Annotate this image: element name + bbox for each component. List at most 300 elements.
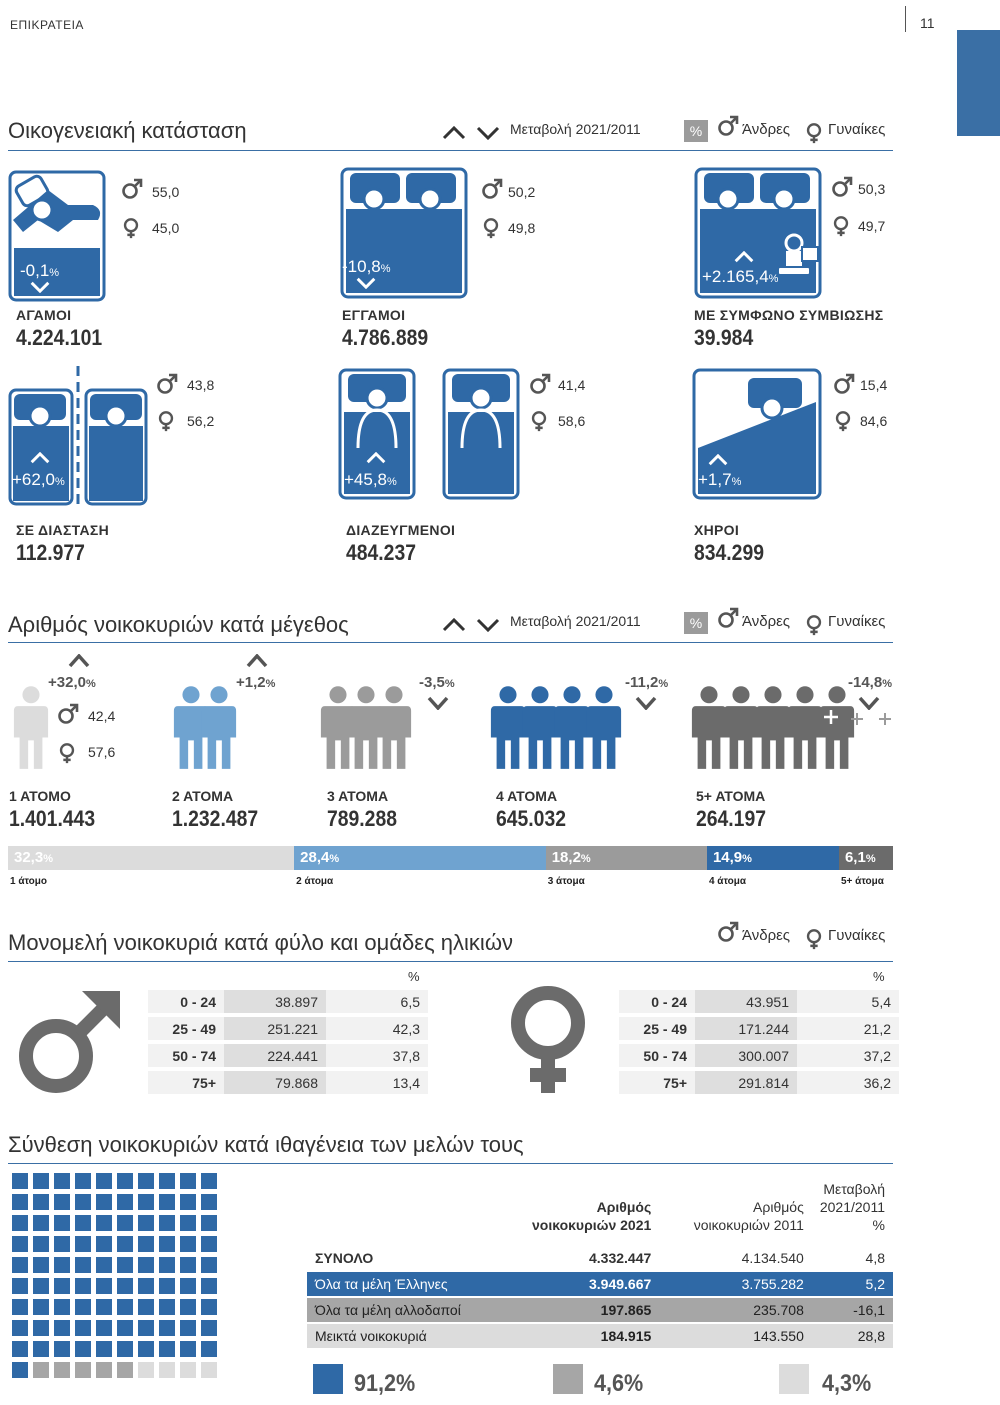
household-3-persons <box>315 650 485 835</box>
arrow-down-icon <box>356 277 376 289</box>
person-icon <box>375 684 413 772</box>
category-value: 4.224.101 <box>16 325 103 350</box>
waffle-square <box>180 1194 196 1210</box>
category-label: ΕΓΓΑΜΟΙ <box>342 307 406 323</box>
waffle-square <box>96 1362 112 1378</box>
category-value: 112.977 <box>16 540 85 565</box>
waffle-square <box>12 1278 28 1294</box>
percent-header: % <box>408 969 420 984</box>
waffle-square <box>138 1257 154 1273</box>
age-group: 75+ <box>148 1071 224 1094</box>
category-label: ΔΙΑΖΕΥΓΜΕΝΟΙ <box>346 522 456 538</box>
waffle-square <box>96 1341 112 1357</box>
chevron-up-icon <box>442 618 466 632</box>
waffle-square <box>180 1320 196 1336</box>
count: 79.868 <box>224 1071 326 1094</box>
waffle-square <box>138 1278 154 1294</box>
row-label: ΣΥΝΟΛΟ <box>307 1246 516 1271</box>
category-value: 4.786.889 <box>342 325 429 350</box>
table-row <box>307 1246 893 1271</box>
share-greek: 91,2% <box>354 1370 416 1397</box>
change-number: -3,5 <box>419 674 445 691</box>
value-2021: 197.865 <box>516 1297 660 1323</box>
table-row <box>307 1271 893 1297</box>
waffle-square <box>54 1362 70 1378</box>
change-number: -14,8 <box>848 674 883 691</box>
section-title-nationality: Σύνθεση νοικοκυριών κατά ιθαγένεια των μελών τους <box>8 1132 524 1157</box>
waffle-square <box>96 1257 112 1273</box>
segment-unit: % <box>580 853 591 865</box>
change-unit: % <box>387 476 397 488</box>
change-number: +62,0 <box>12 470 56 489</box>
table-row <box>619 990 899 1013</box>
change-value <box>20 261 59 281</box>
change-value <box>344 470 397 490</box>
female-share: 49,7 <box>858 218 886 234</box>
waffle-square <box>159 1257 175 1273</box>
col-header-change <box>812 1180 893 1246</box>
section-title-single: Μονομελή νοικοκυριά κατά φύλο και ομάδες ηλικιών <box>8 930 513 955</box>
waffle-square <box>138 1320 154 1336</box>
header-line: Μεταβολή <box>823 1181 885 1197</box>
table-row <box>148 1071 428 1094</box>
waffle-square <box>180 1173 196 1189</box>
chevron-up-icon <box>68 654 90 668</box>
chevron-down-icon <box>476 618 500 632</box>
waffle-square <box>96 1173 112 1189</box>
arrow-up-icon <box>734 251 754 263</box>
person-icon <box>12 684 50 772</box>
waffle-square <box>159 1278 175 1294</box>
change: 4,8 <box>812 1246 893 1271</box>
header-line: 2021/2011 % <box>819 1199 885 1233</box>
waffle-square <box>138 1299 154 1315</box>
waffle-square <box>33 1236 49 1252</box>
female-share: 56,2 <box>187 413 215 429</box>
segment-unit: % <box>329 853 340 865</box>
change-unit: % <box>768 273 779 285</box>
household-value: 1.232.487 <box>172 806 259 831</box>
table-row <box>619 1044 899 1067</box>
chevron-down-icon <box>635 696 657 710</box>
category-label: ΧΗΡΟΙ <box>694 522 740 538</box>
legend-women-label: Γυναίκες <box>828 613 886 630</box>
count: 291.814 <box>695 1071 797 1094</box>
waffle-square <box>33 1215 49 1231</box>
legend-women-label: Γυναίκες <box>828 121 886 138</box>
change: 5,2 <box>812 1271 893 1297</box>
value-2011: 4.134.540 <box>659 1246 812 1271</box>
table-header-row <box>307 1180 893 1246</box>
value-2021: 4.332.447 <box>516 1246 660 1271</box>
female-icon <box>480 215 502 241</box>
waffle-square <box>201 1362 217 1378</box>
chevron-down-icon <box>427 696 449 710</box>
age-group: 75+ <box>619 1071 695 1094</box>
waffle-square <box>180 1299 196 1315</box>
waffle-square <box>159 1215 175 1231</box>
waffle-square <box>54 1341 70 1357</box>
male-icon <box>832 372 856 396</box>
legend-men-label: Άνδρες <box>742 613 791 630</box>
legend-percent-badge: % <box>684 612 708 634</box>
chevron-up-icon <box>246 654 268 668</box>
nationality-table <box>307 1180 893 1350</box>
chevron-down-icon <box>858 696 880 710</box>
segment-unit: % <box>43 853 53 865</box>
waffle-square <box>96 1236 112 1252</box>
table-row <box>148 990 428 1013</box>
waffle-square <box>159 1320 175 1336</box>
waffle-square <box>117 1320 133 1336</box>
change-unit: % <box>265 678 276 690</box>
household-label: 5+ ΑΤΟΜΑ <box>696 788 766 804</box>
female-share: 57,6 <box>88 744 116 760</box>
waffle-square <box>75 1215 91 1231</box>
waffle-square <box>117 1257 133 1273</box>
category-label: ΑΓΑΜΟΙ <box>16 307 72 323</box>
male-icon <box>56 702 80 726</box>
waffle-square <box>117 1341 133 1357</box>
male-icon <box>120 177 144 201</box>
value-2021: 184.915 <box>516 1323 660 1349</box>
percent: 37,2 <box>797 1044 899 1067</box>
waffle-square <box>138 1215 154 1231</box>
waffle-square <box>117 1362 133 1378</box>
waffle-square <box>117 1215 133 1231</box>
marital-item-partnership <box>680 165 910 355</box>
waffle-square <box>33 1299 49 1315</box>
female-share: 58,6 <box>558 413 586 429</box>
female-icon <box>803 926 825 952</box>
waffle-square <box>201 1257 217 1273</box>
segment-unit: % <box>742 853 752 865</box>
marital-item-married <box>330 165 670 355</box>
waffle-square <box>96 1278 112 1294</box>
waffle-square <box>75 1362 91 1378</box>
waffle-square <box>159 1173 175 1189</box>
value-2021: 3.949.667 <box>516 1271 660 1297</box>
change-number: +45,8 <box>344 470 388 489</box>
section-rule <box>8 150 893 151</box>
waffle-square <box>33 1320 49 1336</box>
waffle-square <box>96 1320 112 1336</box>
chevron-up-icon <box>442 126 466 140</box>
male-symbol-icon <box>12 985 127 1100</box>
change-value <box>342 257 391 277</box>
waffle-square <box>201 1299 217 1315</box>
waffle-square <box>96 1215 112 1231</box>
female-icon <box>803 612 825 638</box>
row-label: Μεικτά νοικοκυριά <box>307 1323 516 1349</box>
count: 300.007 <box>695 1044 797 1067</box>
waffle-square <box>180 1362 196 1378</box>
waffle-square <box>54 1215 70 1231</box>
household-value: 645.032 <box>496 806 566 831</box>
marital-item-separated <box>0 362 330 572</box>
percent: 13,4 <box>326 1071 428 1094</box>
waffle-square <box>33 1341 49 1357</box>
household-5-plus-persons <box>686 650 906 835</box>
category-label: ΣΕ ΔΙΑΣΤΑΣΗ <box>16 522 110 538</box>
share-bar-segment <box>839 846 893 870</box>
change-unit: % <box>731 476 742 488</box>
female-symbol-icon <box>508 983 588 1095</box>
male-share: 42,4 <box>88 708 116 724</box>
female-share: 49,8 <box>508 220 536 236</box>
waffle-square <box>75 1299 91 1315</box>
male-icon <box>716 606 740 630</box>
section-rule <box>8 1163 893 1164</box>
waffle-square <box>201 1173 217 1189</box>
change: -16,1 <box>812 1297 893 1323</box>
header-line: νοικοκυριών 2021 <box>532 1217 652 1233</box>
waffle-square <box>180 1341 196 1357</box>
section-title-households: Αριθμός νοικοκυριών κατά μέγεθος <box>8 612 349 637</box>
women-age-table <box>619 986 899 1098</box>
swatch-foreign <box>553 1364 583 1394</box>
section-title-marital: Οικογενειακή κατάσταση <box>8 118 247 143</box>
table-row <box>619 1017 899 1040</box>
change-value <box>419 674 455 691</box>
arrow-up-icon <box>30 452 50 464</box>
waffle-square <box>201 1320 217 1336</box>
change-number: -10,8 <box>342 257 381 276</box>
share-bar-caption: 2 άτομα <box>296 876 334 887</box>
waffle-square <box>180 1257 196 1273</box>
plus-icon <box>822 708 840 726</box>
waffle-square <box>75 1236 91 1252</box>
waffle-square <box>75 1257 91 1273</box>
waffle-square <box>201 1236 217 1252</box>
segment-unit: % <box>865 853 876 865</box>
marital-item-divorced <box>330 362 670 572</box>
row-label: Όλα τα μέλη Έλληνες <box>307 1271 516 1297</box>
segment-value: 14,9 <box>712 849 743 866</box>
legend-men-label: Άνδρες <box>742 121 791 138</box>
waffle-square <box>75 1278 91 1294</box>
waffle-square <box>12 1173 28 1189</box>
waffle-square <box>75 1173 91 1189</box>
household-4-persons <box>485 650 685 835</box>
plus-icon <box>850 712 864 726</box>
col-header-2021 <box>516 1180 660 1246</box>
waffle-square <box>33 1362 49 1378</box>
waffle-square <box>12 1362 28 1378</box>
swatch-greek <box>313 1364 343 1394</box>
household-label: 1 ΑΤΟΜΟ <box>9 788 71 804</box>
waffle-square <box>12 1215 28 1231</box>
count: 171.244 <box>695 1017 797 1040</box>
waffle-square <box>201 1194 217 1210</box>
share-bar-segment <box>546 846 707 870</box>
waffle-square <box>33 1257 49 1273</box>
legend-percent-badge: % <box>684 120 708 142</box>
waffle-square <box>12 1341 28 1357</box>
change-value <box>236 674 275 691</box>
col-header-2011 <box>659 1180 812 1246</box>
household-label: 2 ΑΤΟΜΑ <box>172 788 234 804</box>
household-value: 264.197 <box>696 806 766 831</box>
waffle-square <box>33 1194 49 1210</box>
waffle-square <box>180 1236 196 1252</box>
waffle-square <box>12 1236 28 1252</box>
household-label: 4 ΑΤΟΜΑ <box>496 788 558 804</box>
waffle-square <box>159 1236 175 1252</box>
household-value: 789.288 <box>327 806 397 831</box>
share-foreign: 4,6% <box>594 1370 644 1397</box>
age-group: 50 - 74 <box>148 1044 224 1067</box>
male-share: 50,3 <box>858 181 886 197</box>
male-share: 50,2 <box>508 184 536 200</box>
female-icon <box>155 408 177 434</box>
male-share: 55,0 <box>152 184 180 200</box>
change-number: -11,2 <box>625 674 659 691</box>
age-group: 25 - 49 <box>619 1017 695 1040</box>
age-group: 0 - 24 <box>619 990 695 1013</box>
page-number: 11 <box>920 15 935 31</box>
male-icon <box>480 177 504 201</box>
table-row <box>148 1044 428 1067</box>
change-number: +1,2 <box>236 674 266 691</box>
percent: 6,5 <box>326 990 428 1013</box>
arrow-down-icon <box>30 281 50 293</box>
male-share: 41,4 <box>558 377 586 393</box>
share-bar-segment <box>8 846 294 870</box>
value-2011: 235.708 <box>659 1297 812 1323</box>
row-label: Όλα τα μέλη αλλοδαποί <box>307 1297 516 1323</box>
female-share: 84,6 <box>860 413 888 429</box>
waffle-square <box>54 1236 70 1252</box>
share-bar-caption: 5+ άτομα <box>841 876 884 887</box>
female-icon <box>56 740 78 766</box>
percent: 21,2 <box>797 1017 899 1040</box>
segment-value: 32,3 <box>14 849 44 866</box>
category-value: 484.237 <box>346 540 416 565</box>
table-row <box>307 1323 893 1349</box>
legend-marital <box>442 120 894 146</box>
running-header: ΕΠΙΚΡΑΤΕΙΑ <box>10 18 84 32</box>
waffle-square <box>12 1194 28 1210</box>
share-bar-segment <box>294 846 546 870</box>
share-mixed: 4,3% <box>822 1370 872 1397</box>
waffle-square <box>54 1173 70 1189</box>
waffle-square <box>138 1194 154 1210</box>
legend-change-label: Μεταβολή 2021/2011 <box>510 613 641 629</box>
waffle-square <box>138 1362 154 1378</box>
waffle-square <box>33 1278 49 1294</box>
change-unit: % <box>85 678 96 690</box>
waffle-square <box>117 1194 133 1210</box>
legend-women-label: Γυναίκες <box>828 927 886 944</box>
arrow-up-icon <box>708 454 728 466</box>
category-label: ΜΕ ΣΥΜΦΩΝΟ ΣΥΜΒΙΩΣΗΣ <box>694 307 884 323</box>
count: 251.221 <box>224 1017 326 1040</box>
segment-value: 6,1 <box>844 849 866 866</box>
person-icon <box>200 684 238 772</box>
segment-value: 18,2 <box>551 849 581 866</box>
waffle-square <box>96 1194 112 1210</box>
male-icon <box>830 175 854 199</box>
change-value <box>698 470 741 490</box>
age-group: 50 - 74 <box>619 1044 695 1067</box>
change-value <box>12 470 65 490</box>
waffle-square <box>117 1236 133 1252</box>
count: 224.441 <box>224 1044 326 1067</box>
share-bar-caption: 1 άτομο <box>10 876 48 887</box>
legend-households <box>442 612 894 638</box>
percent: 5,4 <box>797 990 899 1013</box>
men-age-table <box>148 986 428 1098</box>
female-icon <box>830 213 852 239</box>
chevron-down-icon <box>476 126 500 140</box>
single-bed-icon <box>8 170 106 302</box>
share-bar-caption: 3 άτομα <box>547 876 585 887</box>
female-icon <box>832 408 854 434</box>
swatch-mixed <box>779 1364 809 1394</box>
value-2011: 143.550 <box>659 1323 812 1349</box>
waffle-square <box>180 1215 196 1231</box>
waffle-square <box>138 1173 154 1189</box>
section-rule <box>8 961 893 962</box>
waffle-square <box>12 1257 28 1273</box>
segment-value: 28,4 <box>300 849 330 866</box>
person-icon <box>818 684 856 772</box>
household-value: 1.401.443 <box>9 806 96 831</box>
change-unit: % <box>882 678 892 690</box>
male-share: 15,4 <box>860 377 888 393</box>
change-value <box>848 674 892 691</box>
header-divider <box>905 6 906 32</box>
waffle-square <box>201 1341 217 1357</box>
change-unit: % <box>380 263 391 275</box>
change-value <box>625 674 668 691</box>
waffle-square <box>159 1299 175 1315</box>
count: 38.897 <box>224 990 326 1013</box>
waffle-chart <box>12 1173 224 1378</box>
female-icon <box>528 408 550 434</box>
household-label: 3 ΑΤΟΜΑ <box>327 788 389 804</box>
waffle-square <box>201 1215 217 1231</box>
waffle-square <box>75 1320 91 1336</box>
header-line: Αριθμός <box>596 1199 652 1215</box>
waffle-square <box>117 1173 133 1189</box>
header-line: Αριθμός <box>753 1199 804 1215</box>
waffle-square <box>75 1194 91 1210</box>
arrow-up-icon <box>366 452 386 464</box>
count: 43.951 <box>695 990 797 1013</box>
change-value <box>48 674 96 691</box>
table-row <box>307 1297 893 1323</box>
percent: 42,3 <box>326 1017 428 1040</box>
waffle-square <box>33 1173 49 1189</box>
waffle-square <box>117 1278 133 1294</box>
section-rule <box>8 642 893 643</box>
male-icon <box>716 114 740 138</box>
waffle-square <box>54 1257 70 1273</box>
change-unit: % <box>444 678 455 690</box>
change-number: +2.165,4 <box>702 267 769 286</box>
waffle-square <box>54 1299 70 1315</box>
waffle-square <box>117 1299 133 1315</box>
male-share: 43,8 <box>187 377 215 393</box>
waffle-square <box>12 1299 28 1315</box>
share-bar-segment <box>707 846 839 870</box>
legend-change-label: Μεταβολή 2021/2011 <box>510 121 641 137</box>
waffle-square <box>159 1362 175 1378</box>
waffle-square <box>201 1278 217 1294</box>
legend-men-label: Άνδρες <box>742 927 791 944</box>
